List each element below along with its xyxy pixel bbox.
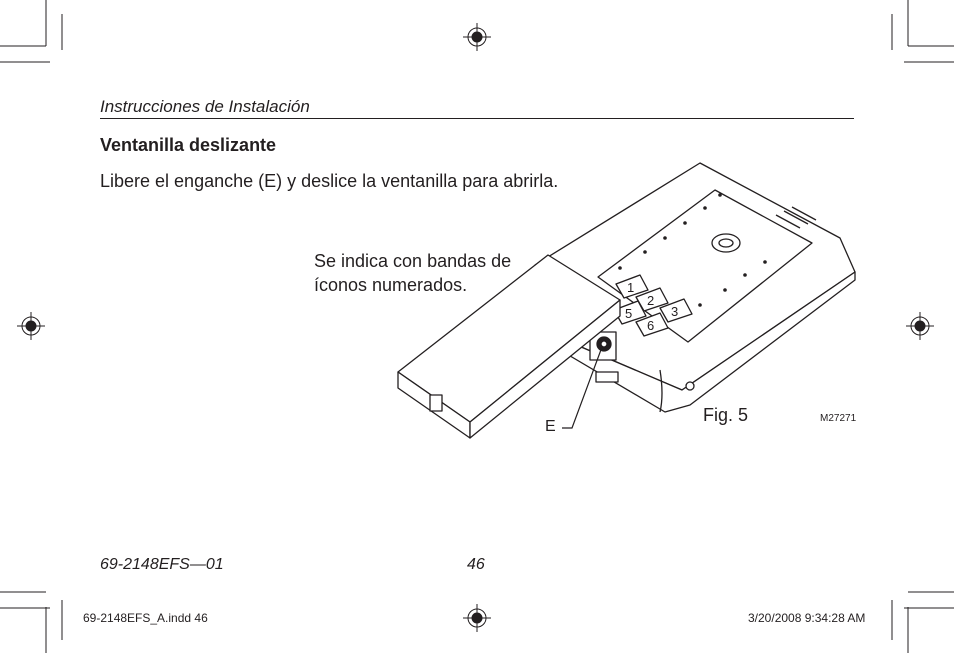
footer-doc-number: 69-2148EFS—01	[100, 556, 224, 573]
footer-page-number: 46	[467, 556, 485, 573]
figure-callout-line2: íconos numerados.	[314, 275, 468, 295]
slug-file: 69-2148EFS_A.indd 46	[83, 611, 208, 625]
band-number-3: 3	[671, 304, 679, 319]
band-number-6: 6	[647, 318, 655, 333]
band-number-5: 5	[625, 306, 633, 321]
figure-caption: Fig. 5	[703, 405, 749, 425]
band-number-1: 1	[627, 280, 635, 295]
slug-timestamp: 3/20/2008 9:34:28 AM	[748, 611, 866, 625]
figure-code: M27271	[820, 413, 857, 424]
band-number-2: 2	[647, 293, 655, 308]
section-title: Ventanilla deslizante	[100, 135, 277, 155]
section-body: Libere el enganche (E) y deslice la ventanilla para abrirla.	[100, 171, 559, 191]
page-header-title: Instrucciones de Instalación	[100, 97, 310, 116]
latch-label: E	[545, 418, 556, 435]
figure-callout-line1: Se indica con bandas de	[314, 251, 512, 271]
